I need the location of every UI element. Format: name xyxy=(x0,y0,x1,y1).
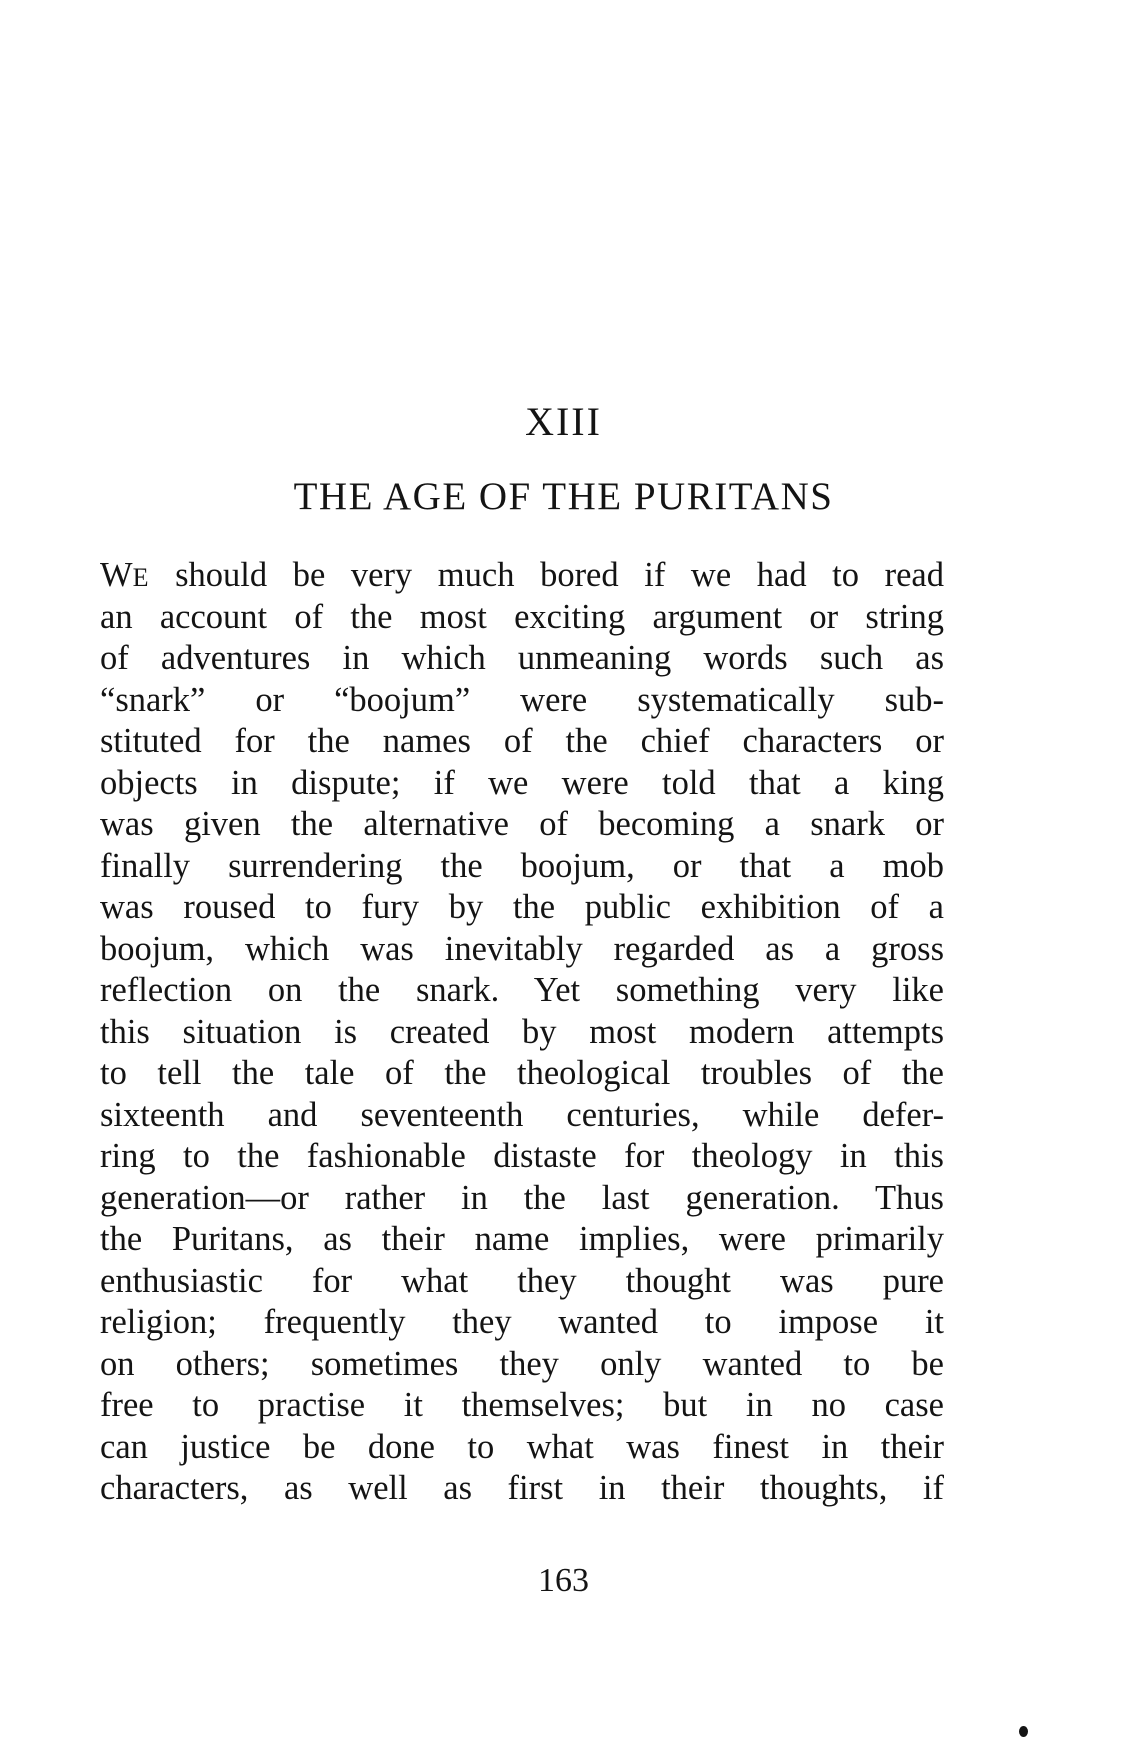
chapter-number: XIII xyxy=(525,399,602,444)
text-line: ring to the fashionable distaste for theology in this xyxy=(100,1137,944,1175)
chapter-title: THE AGE OF THE PURITANS xyxy=(293,475,834,518)
text-line: reflection on the snark. Yet something very like xyxy=(100,971,944,1009)
text-line: objects in dispute; if we were told that a king xyxy=(100,763,944,802)
text-line-1 xyxy=(100,555,944,597)
text-line: generation—or rather in the last generation. Thus xyxy=(100,1178,944,1217)
first-word-initial: W xyxy=(100,556,133,594)
text-line: “snark” or “boojum” were systematically sub- xyxy=(100,680,944,719)
text-line: an account of the most exciting argument or string xyxy=(100,597,944,636)
page-number: 163 xyxy=(538,1562,589,1599)
text-line: to tell the tale of the theological troubles of the xyxy=(100,1054,944,1092)
text-line: stituted for the names of the chief characters or xyxy=(100,722,944,760)
body-text xyxy=(100,555,944,1510)
text-line: enthusiastic for what they thought was pure xyxy=(100,1261,944,1300)
text-line: can justice be done to what was finest in their xyxy=(100,1427,944,1466)
text-line: on others; sometimes they only wanted to be xyxy=(100,1344,944,1383)
text-line: this situation is created by most modern attempts xyxy=(100,1012,944,1051)
text-line: was given the alternative of becoming a snark or xyxy=(100,805,944,843)
text-line: free to practise it themselves; but in no case xyxy=(100,1386,944,1424)
text-line: sixteenth and seventeenth centuries, while defer- xyxy=(100,1095,944,1134)
first-word-smallcaps: E xyxy=(132,563,150,592)
text-line: of adventures in which unmeaning words such as xyxy=(100,639,944,677)
text-line: characters, as well as first in their thoughts, if xyxy=(100,1469,944,1507)
text-line: the Puritans, as their name implies, were primarily xyxy=(100,1220,944,1258)
text-line: finally surrendering the boojum, or that a mob xyxy=(100,846,944,885)
text-line: boojum, which was inevitably regarded as a gross xyxy=(100,929,944,968)
scan-mark-dot xyxy=(1019,1726,1028,1737)
text-line: religion; frequently they wanted to impose it xyxy=(100,1303,944,1341)
text-line: was roused to fury by the public exhibition of a xyxy=(100,888,944,926)
first-line-rest: should be very much bored if we had to read xyxy=(149,556,944,594)
